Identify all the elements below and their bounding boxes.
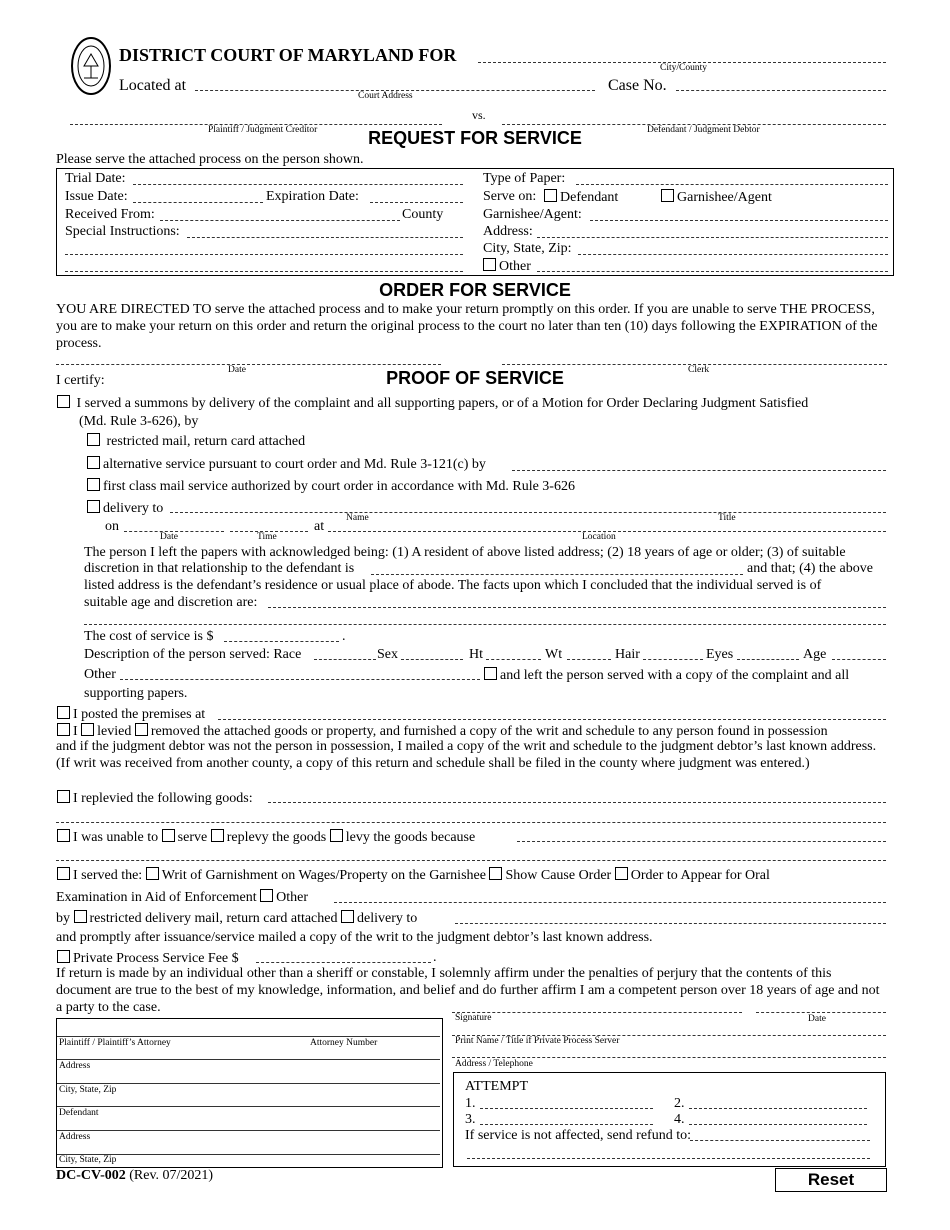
other-checkbox[interactable] bbox=[483, 258, 496, 271]
order-appear-checkbox[interactable] bbox=[615, 867, 628, 880]
person-left-line-3: listed address is the defendant’s residence or usual place of abode. The facts upon which I concluded that the individual served is of bbox=[84, 578, 822, 593]
removed-checkbox[interactable] bbox=[135, 723, 148, 736]
address-label: Address: bbox=[483, 224, 533, 239]
address-2-field[interactable] bbox=[57, 1130, 440, 1131]
levy-line-1 bbox=[57, 723, 828, 739]
summons-option[interactable] bbox=[57, 395, 808, 411]
examination-label: Examination in Aid of Enforcement bbox=[56, 890, 257, 905]
location-label: Location bbox=[582, 532, 616, 542]
promptly-text: and promptly after issuance/service mailed a copy of the writ to the judgment debtor’s last known address. bbox=[56, 930, 653, 945]
form-id bbox=[56, 1168, 213, 1183]
defendant-name-field[interactable] bbox=[57, 1106, 440, 1107]
court-seal-icon bbox=[70, 36, 112, 96]
address-field[interactable] bbox=[537, 237, 888, 238]
type-of-paper-field[interactable] bbox=[576, 184, 888, 185]
attempt-3-label: 3. bbox=[465, 1112, 476, 1127]
garnishee-option-label: Garnishee/Agent bbox=[677, 190, 772, 205]
attorney-number-label: Attorney Number bbox=[310, 1038, 378, 1048]
plaintiff-attorney-field[interactable] bbox=[57, 1036, 440, 1037]
age-label: Age bbox=[803, 647, 827, 662]
time-label: Time bbox=[257, 532, 277, 542]
person-left-line-4: suitable age and discretion are: bbox=[84, 595, 258, 610]
delivery-to-2-checkbox[interactable] bbox=[341, 910, 354, 923]
replevied-field[interactable] bbox=[268, 802, 886, 803]
summons-checkbox[interactable] bbox=[57, 395, 70, 408]
replevied-label: I replevied the following goods: bbox=[73, 791, 253, 806]
by-line bbox=[56, 910, 417, 926]
delivery-to-checkbox[interactable] bbox=[87, 500, 100, 513]
garnishee-agent-field[interactable] bbox=[590, 220, 888, 221]
special-instructions-line-3[interactable] bbox=[65, 271, 463, 272]
signature-label: Signature bbox=[455, 1013, 492, 1023]
facts-field-line-2[interactable] bbox=[84, 624, 886, 625]
address-telephone-label: Address / Telephone bbox=[455, 1059, 533, 1069]
special-instructions-line-2[interactable] bbox=[65, 254, 463, 255]
levy-goods-label: levy the goods because bbox=[345, 830, 476, 845]
case-no-label: Case No. bbox=[608, 77, 667, 94]
other-writ-field[interactable] bbox=[334, 902, 886, 903]
court-title: DISTRICT COURT OF MARYLAND FOR bbox=[119, 45, 457, 65]
ht-label: Ht bbox=[469, 647, 483, 662]
garnishee-agent-label: Garnishee/Agent: bbox=[483, 207, 582, 222]
levy-i: I bbox=[73, 724, 78, 739]
private-fee-checkbox[interactable] bbox=[57, 950, 70, 963]
other-option[interactable] bbox=[483, 258, 531, 274]
refund-field-line-2[interactable] bbox=[467, 1158, 870, 1159]
age-field[interactable] bbox=[832, 659, 886, 660]
i-certify-label: I certify: bbox=[56, 373, 105, 388]
city-county-label: City/County bbox=[660, 63, 707, 73]
on-label: on bbox=[105, 519, 119, 534]
other-writ-checkbox[interactable] bbox=[260, 889, 273, 902]
other-description-field[interactable] bbox=[120, 679, 480, 680]
request-title: REQUEST FOR SERVICE bbox=[368, 128, 582, 148]
writ-garnishment-checkbox[interactable] bbox=[146, 867, 159, 880]
delivery-to-label: delivery to bbox=[103, 501, 164, 516]
court-seal bbox=[70, 36, 112, 96]
issue-date-label: Issue Date: bbox=[65, 189, 128, 204]
address-telephone-field[interactable] bbox=[452, 1057, 886, 1058]
levied-label: levied bbox=[97, 724, 132, 739]
case-no-field[interactable] bbox=[676, 90, 886, 91]
wt-field[interactable] bbox=[567, 659, 611, 660]
show-cause-label: Show Cause Order bbox=[505, 868, 612, 883]
unable-reason-field-line-2[interactable] bbox=[56, 860, 886, 861]
defendant-name-label: Defendant bbox=[59, 1108, 99, 1118]
attempt-1-field[interactable] bbox=[480, 1108, 653, 1109]
trial-date-field[interactable] bbox=[133, 184, 463, 185]
attempt-3-field[interactable] bbox=[480, 1124, 653, 1125]
special-instructions-label: Special Instructions: bbox=[65, 224, 180, 239]
supporting-papers-label: supporting papers. bbox=[84, 686, 188, 701]
hair-label: Hair bbox=[615, 647, 640, 662]
hair-field[interactable] bbox=[643, 659, 703, 660]
levy-checkbox[interactable] bbox=[57, 723, 70, 736]
attempt-2-label: 2. bbox=[674, 1096, 685, 1111]
levy-goods-checkbox[interactable] bbox=[330, 829, 343, 842]
reset-button[interactable]: Reset bbox=[775, 1168, 887, 1192]
defendant-option-label: Defendant bbox=[560, 190, 619, 205]
sex-label: Sex bbox=[377, 647, 398, 662]
plaintiff-label: Plaintiff / Judgment Creditor bbox=[208, 125, 318, 135]
relationship-field[interactable] bbox=[371, 574, 743, 575]
order-text: YOU ARE DIRECTED TO serve the attached process and to make your return promptly on this order. If you are unable to serve THE PROCESS, you are to make your return on this order and return the original process to the court no later than ten (10) days following the EXPIRATION of the process. bbox=[56, 302, 878, 351]
city-2-label: City, State, Zip bbox=[59, 1155, 117, 1165]
at-label: at bbox=[314, 519, 325, 534]
private-fee-option[interactable] bbox=[57, 950, 239, 966]
other-field[interactable] bbox=[537, 271, 888, 272]
served-the-checkbox[interactable] bbox=[57, 867, 70, 880]
attempt-1-label: 1. bbox=[465, 1096, 476, 1111]
wt-label: Wt bbox=[545, 647, 563, 662]
by-label: by bbox=[56, 911, 70, 926]
located-at-label: Located at bbox=[119, 77, 187, 94]
court-address-label: Court Address bbox=[358, 91, 413, 101]
city-state-zip-label: City, State, Zip: bbox=[483, 241, 572, 256]
levied-checkbox[interactable] bbox=[81, 723, 94, 736]
expiration-date-label: Expiration Date: bbox=[266, 189, 359, 204]
city-1-field[interactable] bbox=[57, 1083, 440, 1084]
refund-field[interactable] bbox=[690, 1140, 870, 1141]
first-class-checkbox[interactable] bbox=[87, 478, 100, 491]
trial-date-label: Trial Date: bbox=[65, 171, 126, 186]
description-label: Description of the person served: Race bbox=[84, 647, 302, 662]
other-option-label: Other bbox=[499, 259, 531, 274]
form-number: DC-CV-002 bbox=[56, 1168, 126, 1183]
attempt-4-label: 4. bbox=[674, 1112, 685, 1127]
private-fee-label: Private Process Service Fee $ bbox=[73, 951, 239, 966]
plaintiff-attorney-label: Plaintiff / Plaintiff’s Attorney bbox=[59, 1038, 171, 1048]
alternative-service-option[interactable] bbox=[87, 456, 486, 472]
delivery-to-2-label: delivery to bbox=[357, 911, 418, 926]
ht-field[interactable] bbox=[486, 659, 541, 660]
attempt-2-field[interactable] bbox=[689, 1108, 867, 1109]
replevy-checkbox[interactable] bbox=[211, 829, 224, 842]
issue-date-field[interactable] bbox=[133, 202, 263, 203]
person-left-line-2b: and that; (4) the above bbox=[747, 561, 873, 576]
city-state-zip-field[interactable] bbox=[578, 254, 888, 255]
show-cause-checkbox[interactable] bbox=[489, 867, 502, 880]
writ-garnishment-label: Writ of Garnishment on Wages/Property on the Garnishee bbox=[161, 868, 486, 883]
posted-field[interactable] bbox=[218, 719, 886, 720]
address-1-label: Address bbox=[59, 1061, 91, 1071]
removed-text: removed the attached goods or property, and furnished a copy of the writ and schedule to any person found in possession bbox=[150, 724, 828, 739]
vs-label: vs. bbox=[472, 108, 486, 122]
title-label: Title bbox=[718, 513, 736, 523]
address-2-label: Address bbox=[59, 1132, 91, 1142]
serve-label: serve bbox=[177, 830, 208, 845]
race-field[interactable] bbox=[314, 659, 376, 660]
received-from-field[interactable] bbox=[160, 220, 400, 221]
order-clerk-label: Clerk bbox=[688, 365, 710, 375]
unable-to-label: I was unable to bbox=[73, 830, 159, 845]
serve-on-label: Serve on: bbox=[483, 189, 537, 204]
posted-label: I posted the premises at bbox=[73, 707, 206, 722]
replevied-field-line-2[interactable] bbox=[56, 822, 886, 823]
order-title: ORDER FOR SERVICE bbox=[379, 280, 571, 300]
replevied-option[interactable] bbox=[57, 790, 253, 806]
received-from-label: Received From: bbox=[65, 207, 155, 222]
eyes-label: Eyes bbox=[706, 647, 734, 662]
left-copy-checkbox[interactable] bbox=[484, 667, 497, 680]
affirm-text: If return is made by an individual other than a sheriff or constable, I solemnly affirm under the penalties of perjury that the contents of this document are true to the best of my knowledge, information, and belief and do further affirm I am a competent person over 18 years of age and not a party to the case. bbox=[56, 966, 880, 1015]
left-copy-label: and left the person served with a copy of the complaint and all bbox=[500, 668, 850, 683]
proof-title: PROOF OF SERVICE bbox=[386, 368, 564, 388]
defendant-checkbox[interactable] bbox=[544, 189, 557, 202]
examination-line bbox=[56, 889, 308, 905]
restricted-mail-checkbox[interactable] bbox=[87, 433, 100, 446]
city-1-label: City, State, Zip bbox=[59, 1085, 117, 1095]
expiration-date-field[interactable] bbox=[370, 202, 463, 203]
first-class-option[interactable] bbox=[87, 478, 575, 494]
private-fee-period: . bbox=[433, 950, 437, 965]
signature-date-field[interactable] bbox=[756, 1012, 886, 1013]
delivery-name-field[interactable] bbox=[170, 512, 886, 513]
private-fee-field[interactable] bbox=[256, 962, 431, 963]
defendant-label: Defendant / Judgment Debtor bbox=[647, 125, 760, 135]
name-label: Name bbox=[346, 513, 369, 523]
attempt-label: ATTEMPT bbox=[465, 1079, 528, 1094]
unable-reason-field[interactable] bbox=[517, 841, 886, 842]
summons-line-1: I served a summons by delivery of the complaint and all supporting papers, or of a Motion for Order Declaring Judgment Satisfied bbox=[76, 396, 809, 411]
alternative-service-checkbox[interactable] bbox=[87, 456, 100, 469]
alternative-service-label: alternative service pursuant to court order and Md. Rule 3-121(c) by bbox=[103, 457, 486, 472]
refund-label: If service is not affected, send refund to: bbox=[465, 1128, 691, 1143]
cost-label: The cost of service is $ bbox=[84, 629, 214, 644]
person-left-line-2a: discretion in that relationship to the defendant is bbox=[84, 561, 355, 576]
order-date-label: Date bbox=[228, 365, 246, 375]
form-revision: (Rev. 07/2021) bbox=[129, 1168, 214, 1183]
cost-field[interactable] bbox=[224, 641, 339, 642]
type-of-paper-label: Type of Paper: bbox=[483, 171, 566, 186]
facts-field[interactable] bbox=[268, 607, 886, 608]
delivery-to-option[interactable] bbox=[87, 500, 163, 516]
served-the-line bbox=[57, 867, 770, 883]
county-label: County bbox=[402, 207, 444, 222]
person-left-line-1: The person I left the papers with acknowledged being: (1) A resident of above listed address; (2) 18 years of age or older; (3) of suitable bbox=[84, 545, 846, 560]
delivery-to-2-field[interactable] bbox=[455, 923, 886, 924]
levy-text: and if the judgment debtor was not the person in possession, I mailed a copy of the writ and schedule to the judgment debtor’s last known address. (If writ was received from another county, a copy of this return and schedule shall be filed in the county where judgment was entered.) bbox=[56, 739, 877, 771]
summons-line-2: (Md. Rule 3-626), by bbox=[79, 414, 199, 429]
order-date-field[interactable] bbox=[56, 364, 441, 365]
unable-to-line bbox=[57, 829, 475, 845]
serve-on-defendant-option[interactable] bbox=[544, 189, 618, 205]
cost-period: . bbox=[342, 629, 346, 644]
eyes-field[interactable] bbox=[737, 659, 799, 660]
served-the-label: I served the: bbox=[73, 868, 143, 883]
signature-field[interactable] bbox=[452, 1012, 742, 1013]
restricted-mail-label: restricted mail, return card attached bbox=[106, 434, 306, 449]
special-instructions-field[interactable] bbox=[187, 237, 463, 238]
first-class-label: first class mail service authorized by court order in accordance with Md. Rule 3-626 bbox=[103, 479, 575, 494]
unable-to-checkbox[interactable] bbox=[57, 829, 70, 842]
restricted-delivery-checkbox[interactable] bbox=[74, 910, 87, 923]
serve-checkbox[interactable] bbox=[162, 829, 175, 842]
alternative-service-field[interactable] bbox=[512, 470, 886, 471]
address-1-field[interactable] bbox=[57, 1059, 440, 1060]
restricted-mail-option[interactable] bbox=[87, 433, 305, 449]
other-writ-label: Other bbox=[276, 890, 309, 905]
sex-field[interactable] bbox=[401, 659, 463, 660]
restricted-delivery-label: restricted delivery mail, return card attached bbox=[89, 911, 338, 926]
replevy-label: replevy the goods bbox=[226, 830, 327, 845]
posted-option[interactable] bbox=[57, 706, 205, 722]
attempt-4-field[interactable] bbox=[689, 1124, 867, 1125]
request-intro: Please serve the attached process on the person shown. bbox=[56, 152, 364, 167]
order-appear-label: Order to Appear for Oral bbox=[630, 868, 770, 883]
serve-on-garnishee-option[interactable] bbox=[661, 189, 772, 205]
date-label: Date bbox=[160, 532, 178, 542]
replevied-checkbox[interactable] bbox=[57, 790, 70, 803]
garnishee-checkbox[interactable] bbox=[661, 189, 674, 202]
left-copy-option[interactable] bbox=[484, 667, 849, 683]
print-name-label: Print Name / Title if Private Process Server bbox=[455, 1036, 620, 1046]
other-description-label: Other bbox=[84, 667, 116, 682]
posted-checkbox[interactable] bbox=[57, 706, 70, 719]
signature-date-label: Date bbox=[808, 1014, 826, 1024]
